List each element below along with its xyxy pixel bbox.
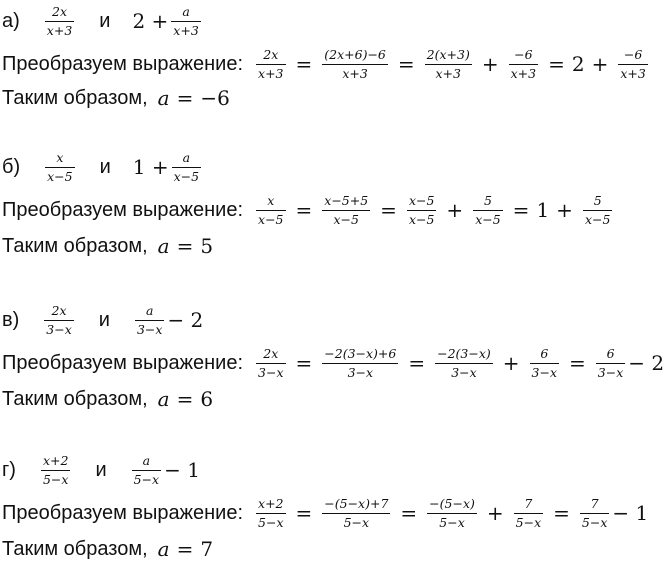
answer-value: 5 [200, 234, 214, 258]
conclusion-label: Таким образом, [2, 87, 148, 109]
chain-fraction-2: $\frac{x-5+5}{x-5}$ [324, 192, 369, 227]
answer-variable: a [157, 86, 170, 110]
right-fraction: $\frac{a}{x+3}$ [173, 3, 199, 38]
problem-label: а) [2, 10, 20, 32]
problem-header [2, 452, 200, 488]
chain-fraction-3b: $\frac{-6}{x+3}$ [510, 46, 537, 81]
chain-fraction-2: $\frac{(2x+6)-6}{x+3}$ [324, 46, 386, 81]
chain-fraction-1: $\frac{2x}{3-x}$ [258, 345, 284, 380]
problem-label: в) [2, 309, 20, 331]
result-fraction: $\frac{-6}{x+3}$ [620, 46, 646, 81]
chain-fraction-3a: $\frac{x-5}{x-5}$ [408, 192, 435, 227]
transform-label: Преобразуем выражение: [2, 199, 244, 221]
left-fraction: $\frac{x}{x-5}$ [47, 149, 73, 184]
conclusion-line: Таким образом, a = 6 [2, 387, 214, 411]
chain-fraction-2: $\frac{-(5-x)+7}{5-x}$ [324, 495, 389, 530]
transform-label: Преобразуем выражение: [2, 502, 244, 524]
conclusion-label: Таким образом, [2, 538, 148, 560]
transform-line: Преобразуем выражение: $\frac{2x}{x+3}$ = $\frac{(2x+6)-6}{x+3}$ = $\frac{2(x+3)}{x+3}$ + $\frac{-6}{x+3}$ = 2 + $\frac{-6}{x+3}$ [2, 46, 646, 81]
chain-fraction-3b: $\frac{5}{x-5}$ [475, 192, 501, 227]
result-fraction: $\frac{7}{5-x}$ [581, 495, 608, 530]
conclusion-label: Таким образом, [2, 235, 148, 257]
answer-value: −6 [200, 86, 230, 110]
chain-fraction-3b: $\frac{6}{3-x}$ [531, 345, 558, 380]
left-fraction: $\frac{2x}{3-x}$ [46, 302, 72, 337]
problem-label: г) [2, 459, 16, 481]
result-fraction: $\frac{5}{x-5}$ [584, 192, 611, 227]
and-word: и [99, 156, 111, 178]
chain-fraction-2: $\frac{-2(3-x)+6}{3-x}$ [324, 345, 397, 380]
answer-variable: a [157, 234, 170, 258]
result-post: − 1 [612, 501, 649, 525]
conclusion-line: Таким образом, a = 7 [2, 537, 214, 561]
chain-fraction-3a: $\frac{2(x+3)}{x+3}$ [426, 46, 470, 81]
conclusion-label: Таким образом, [2, 388, 148, 410]
right-expr-pre: 1 + [132, 155, 169, 179]
and-word: и [98, 309, 110, 331]
problem-label: б) [2, 156, 21, 178]
right-expr-pre: 2 + [132, 9, 169, 33]
answer-value: 7 [200, 537, 214, 561]
transform-label: Преобразуем выражение: [2, 53, 244, 75]
left-fraction: $\frac{2x}{x+3}$ [46, 3, 73, 38]
left-fraction: $\frac{x+2}{5-x}$ [42, 452, 69, 487]
answer-variable: a [157, 537, 170, 561]
problem-header [2, 3, 204, 39]
result-post: − 2 [628, 351, 664, 375]
chain-fraction-3a: $\frac{-2(3-x)}{3-x}$ [437, 345, 491, 380]
transform-line: Преобразуем выражение: $\frac{x+2}{5-x}$ = $\frac{-(5-x)+7}{5-x}$ = $\frac{-(5-x)}{5-x}$ + $\frac{7}{5-x}$ = $\frac{7}{5-x}$ − 1 [2, 495, 649, 530]
transform-line: Преобразуем выражение: $\frac{2x}{3-x}$ = $\frac{-2(3-x)+6}{3-x}$ = $\frac{-2(3-x)}{3-x}$ + $\frac{6}{3-x}$ = $\frac{6}{3-x}$ − 2 [2, 345, 664, 380]
conclusion-line: Таким образом, a = 5 [2, 234, 214, 258]
result-fraction: $\frac{6}{3-x}$ [597, 345, 624, 380]
result-pre: 2 [571, 52, 585, 76]
transform-label: Преобразуем выражение: [2, 352, 244, 374]
right-fraction: $\frac{a}{x-5}$ [173, 149, 200, 184]
right-fraction: $\frac{a}{3-x}$ [136, 302, 163, 337]
answer-value: 6 [200, 387, 214, 411]
and-word: и [95, 459, 107, 481]
chain-fraction-1: $\frac{2x}{x+3}$ [258, 46, 284, 81]
right-expr-post: − 2 [167, 308, 204, 332]
and-word: и [99, 10, 111, 32]
chain-fraction-1: $\frac{x+2}{5-x}$ [258, 495, 284, 530]
chain-fraction-1: $\frac{x}{x-5}$ [258, 192, 284, 227]
answer-variable: a [157, 387, 170, 411]
right-fraction: $\frac{a}{5-x}$ [133, 452, 160, 487]
problem-header [2, 149, 204, 185]
problem-header [2, 302, 203, 338]
chain-fraction-3a: $\frac{-(5-x)}{5-x}$ [429, 495, 475, 530]
chain-fraction-3b: $\frac{7}{5-x}$ [515, 495, 542, 530]
right-expr-post: − 1 [164, 458, 200, 482]
result-pre: 1 [536, 198, 550, 222]
transform-line: Преобразуем выражение: $\frac{x}{x-5}$ = $\frac{x-5+5}{x-5}$ = $\frac{x-5}{x-5}$ + $\frac{5}{x-5}$ = 1 + $\frac{5}{x-5}$ [2, 192, 611, 227]
conclusion-line: Таким образом, a = −6 [2, 86, 230, 110]
